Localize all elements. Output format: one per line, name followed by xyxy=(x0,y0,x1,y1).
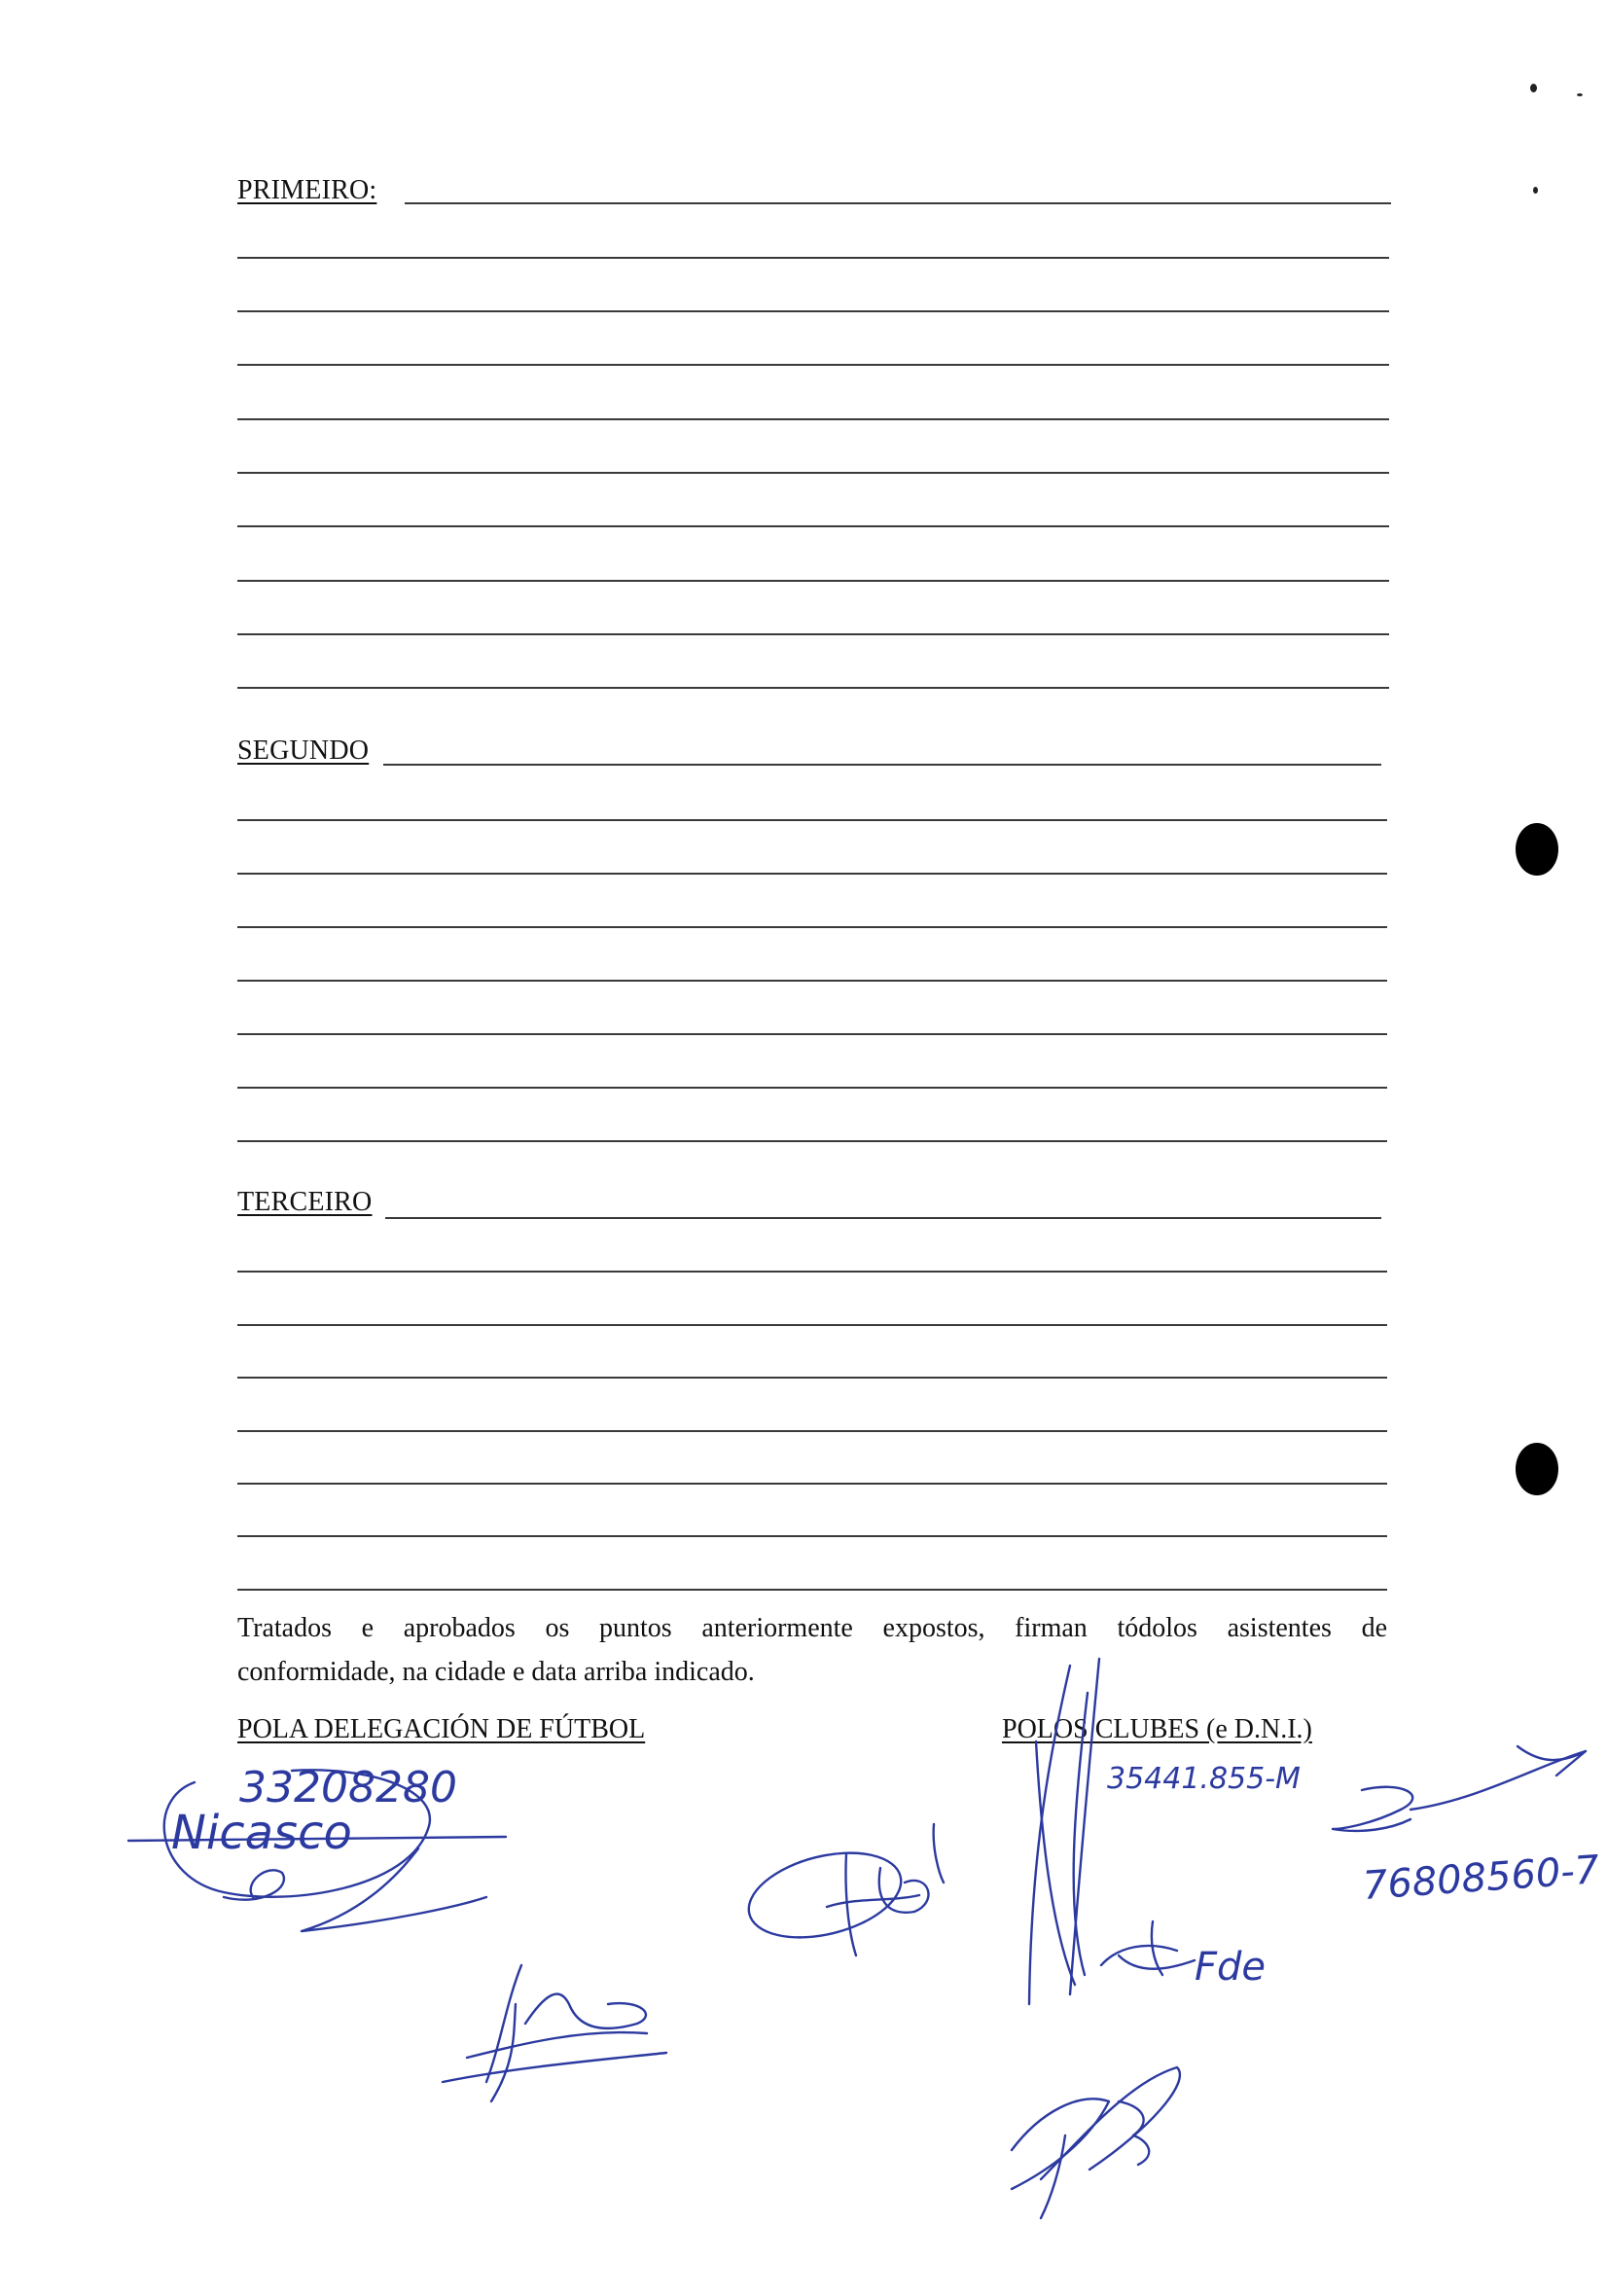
section-label-terceiro: TERCEIRO xyxy=(237,1187,373,1217)
section-label-segundo: SEGUNDO xyxy=(237,735,370,766)
club-dni-1: 35441.855-M xyxy=(1107,1762,1301,1796)
closing-paragraph-line1: Tratados e aprobados os puntos anteriormente expostos, firman tódolos asistentes de xyxy=(237,1613,1387,1643)
delegation-number: 33208280 xyxy=(239,1763,457,1812)
clubs-signature-heading: POLOS CLUBES (e D.N.I.) xyxy=(1002,1714,1312,1744)
delegation-signature-heading: POLA DELEGACIÓN DE FÚTBOL xyxy=(237,1714,646,1744)
club-signature-bottom xyxy=(1012,2067,1180,2218)
section-label-primeiro: PRIMEIRO: xyxy=(237,175,377,205)
club-signature-right xyxy=(1333,1746,1601,1909)
club-signature-oval xyxy=(740,1824,944,1955)
club-dni-2: 76808560-7 xyxy=(1361,1848,1601,1909)
delegation-signature-1 xyxy=(128,1763,506,1931)
club-name-fragment: Fde xyxy=(1195,1945,1267,1990)
delegation-signature-2 xyxy=(443,1965,666,2101)
closing-paragraph-line2: conformidade, na cidade e data arriba indicado. xyxy=(237,1657,755,1687)
club-signature-fde xyxy=(1101,1921,1266,1990)
delegation-name: Nicasco xyxy=(171,1806,352,1860)
